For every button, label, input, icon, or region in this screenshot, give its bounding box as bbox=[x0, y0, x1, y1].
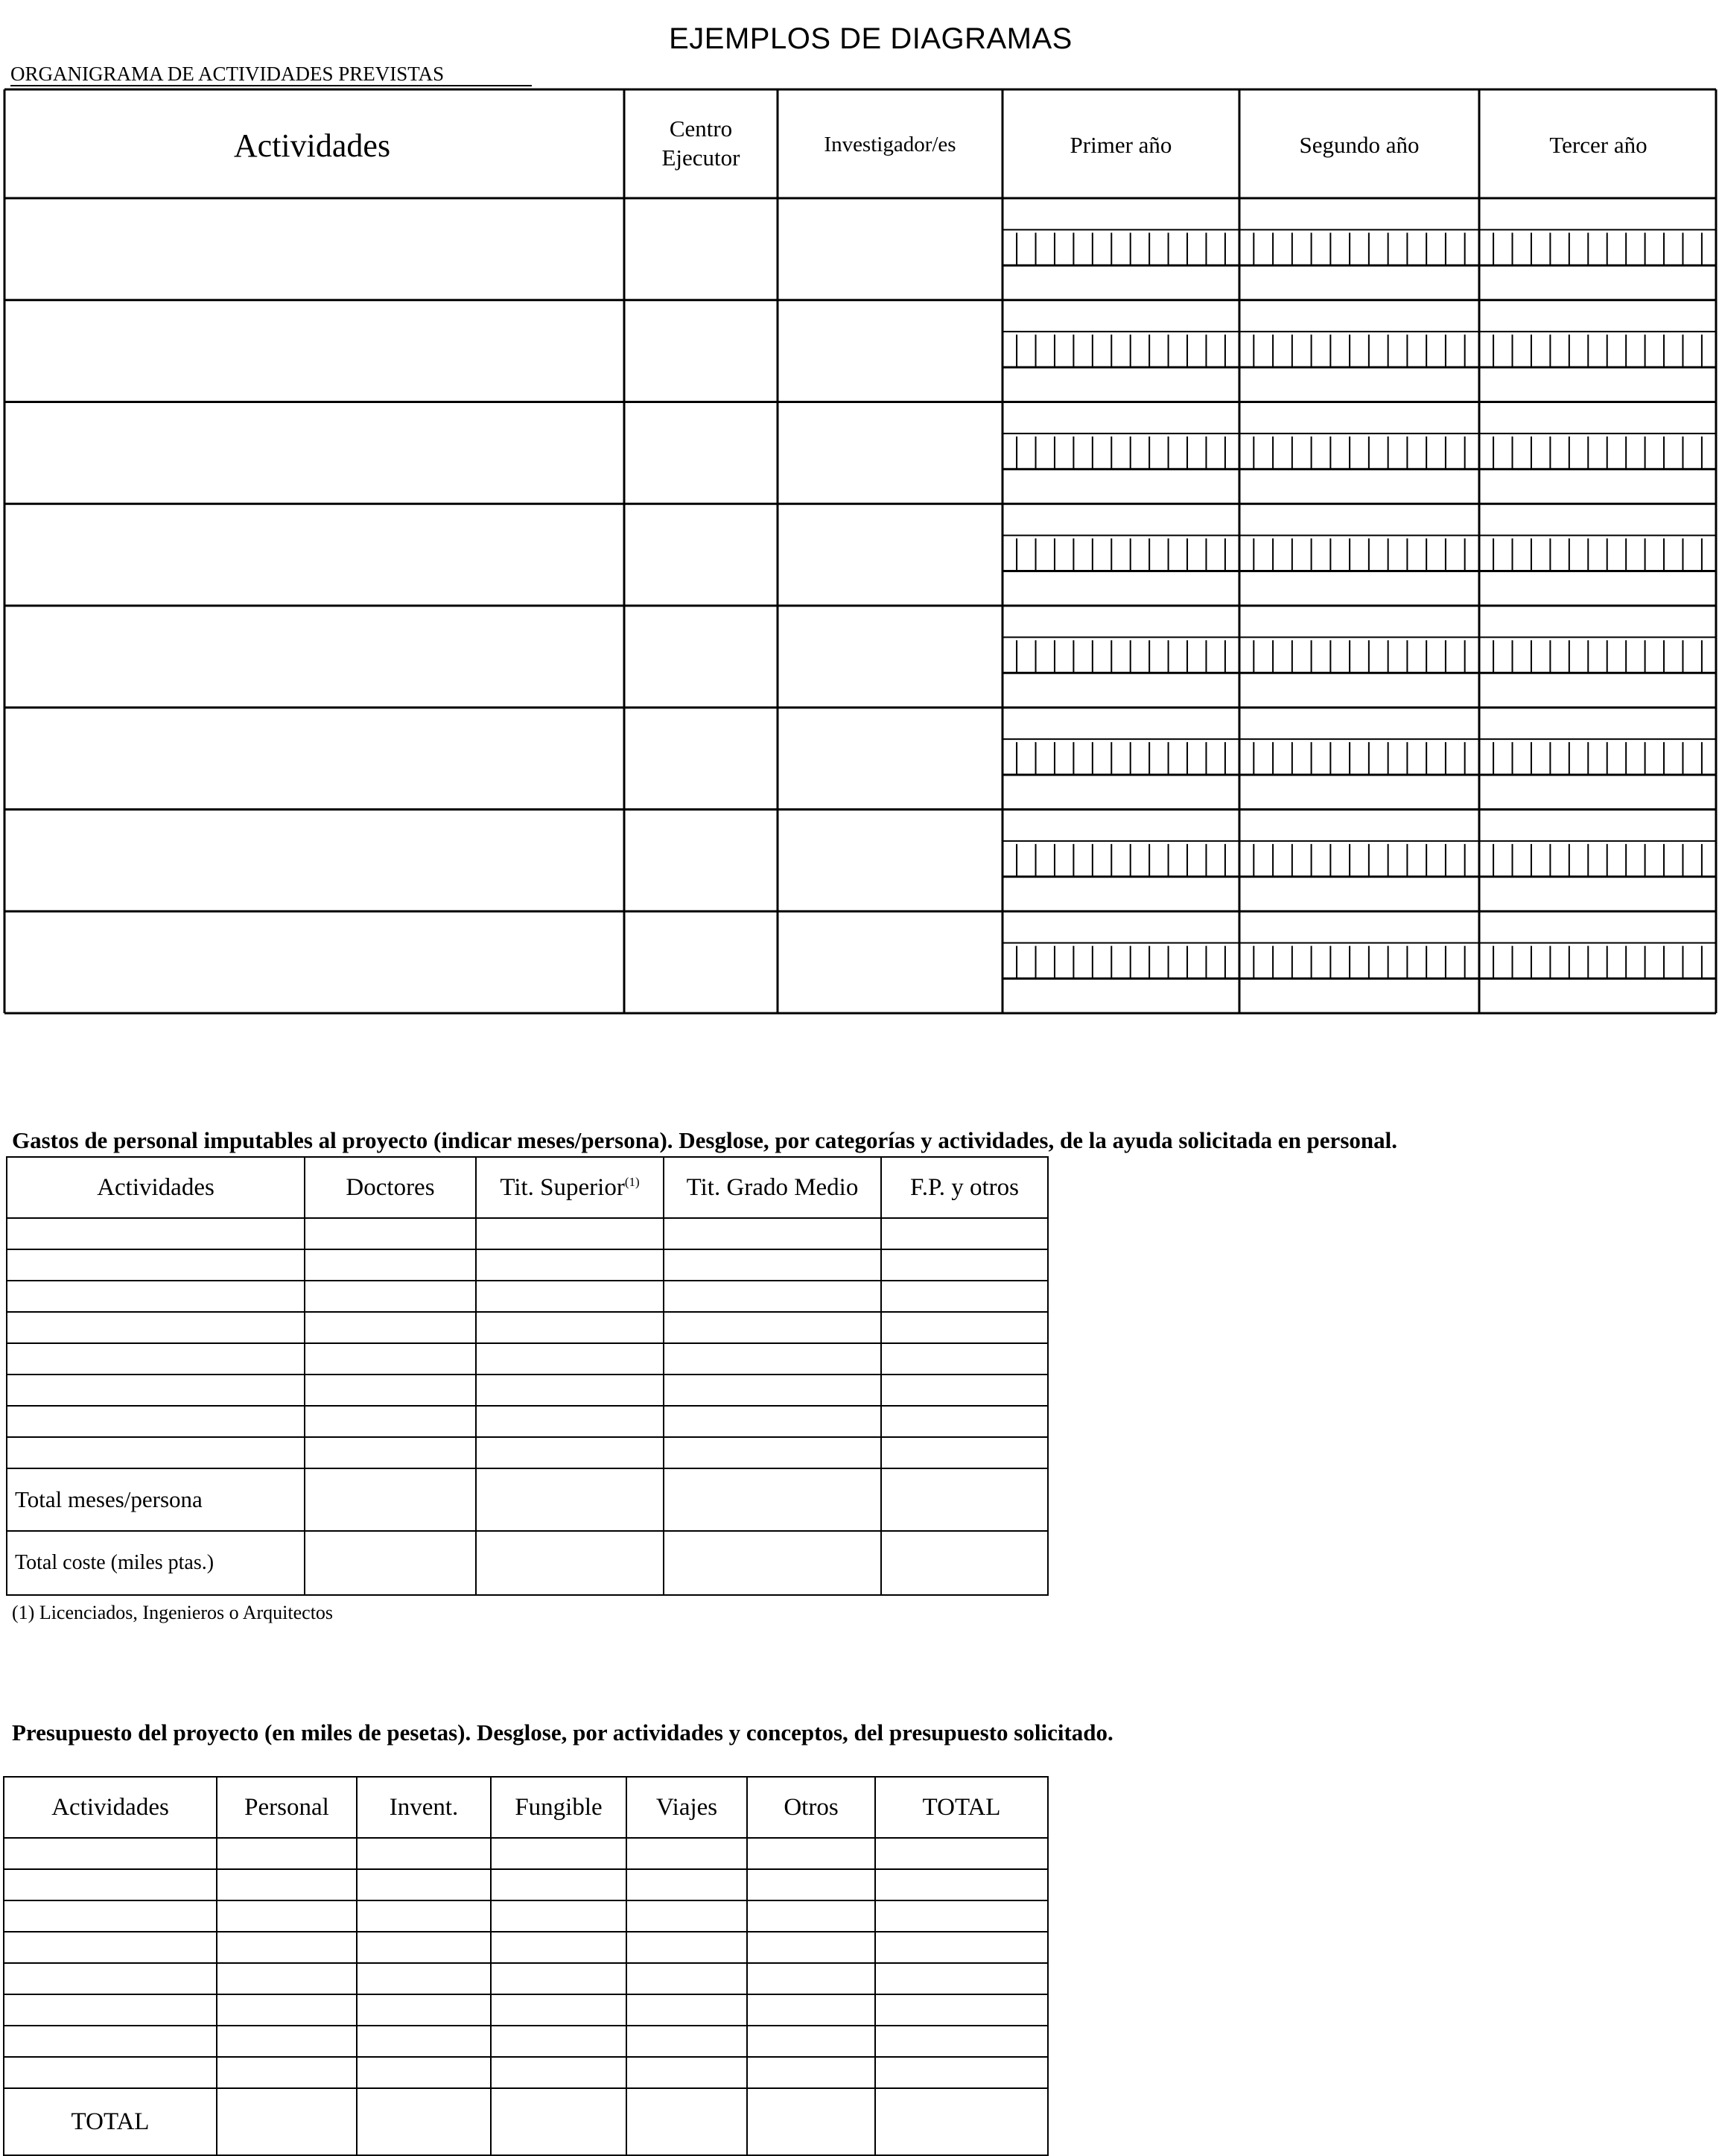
table-cell bbox=[664, 1249, 881, 1281]
table-cell bbox=[747, 1963, 875, 1994]
table-cell bbox=[7, 1249, 305, 1281]
table-total-row bbox=[7, 1531, 1048, 1595]
presupuesto-header-invent: Invent. bbox=[357, 1777, 491, 1838]
table-cell bbox=[217, 1932, 357, 1963]
table-cell bbox=[217, 1900, 357, 1932]
table-cell bbox=[491, 1963, 626, 1994]
table-cell bbox=[357, 1869, 491, 1900]
table-cell bbox=[4, 2057, 217, 2088]
table-cell bbox=[305, 1531, 476, 1595]
table-cell bbox=[476, 1281, 664, 1312]
table-cell bbox=[476, 1406, 664, 1437]
table-cell bbox=[476, 1375, 664, 1406]
table-cell bbox=[664, 1468, 881, 1531]
presupuesto-table-body bbox=[4, 1838, 1048, 2155]
presupuesto-header-fungible: Fungible bbox=[491, 1777, 626, 1838]
table-cell bbox=[305, 1375, 476, 1406]
table-cell bbox=[747, 1932, 875, 1963]
org-header-actividades: Actividades bbox=[233, 127, 391, 164]
table-cell bbox=[875, 1994, 1048, 2026]
presupuesto-table bbox=[3, 1776, 1049, 2156]
table-cell bbox=[664, 1375, 881, 1406]
personal-header-footnote-mark: (1) bbox=[624, 1174, 640, 1189]
table-cell bbox=[626, 1994, 747, 2026]
table-row bbox=[4, 1838, 1048, 1869]
table-cell bbox=[476, 1343, 664, 1375]
table-cell bbox=[357, 2057, 491, 2088]
table-row bbox=[7, 1249, 1048, 1281]
table-cell bbox=[664, 1406, 881, 1437]
table-cell bbox=[305, 1406, 476, 1437]
table-cell bbox=[7, 1218, 305, 1249]
table-row bbox=[7, 1218, 1048, 1249]
table-cell bbox=[217, 1963, 357, 1994]
table-cell bbox=[7, 1343, 305, 1375]
table-cell bbox=[747, 2088, 875, 2155]
personal-header-doctores: Doctores bbox=[305, 1157, 476, 1218]
table-row bbox=[7, 1406, 1048, 1437]
table-cell bbox=[747, 1869, 875, 1900]
table-cell bbox=[626, 1900, 747, 1932]
table-cell bbox=[7, 1312, 305, 1343]
table-cell bbox=[476, 1531, 664, 1595]
table-cell bbox=[7, 1406, 305, 1437]
table-cell bbox=[217, 2088, 357, 2155]
personal-total-coste-label: Total coste (miles ptas.) bbox=[7, 1531, 305, 1595]
org-header-tercer-ano: Tercer año bbox=[1549, 132, 1647, 158]
table-cell bbox=[881, 1218, 1048, 1249]
table-cell bbox=[875, 1869, 1048, 1900]
table-cell bbox=[357, 1963, 491, 1994]
table-cell bbox=[357, 1900, 491, 1932]
table-cell bbox=[747, 2026, 875, 2057]
presupuesto-header-row bbox=[4, 1777, 1048, 1838]
table-cell bbox=[875, 1838, 1048, 1869]
presupuesto-header-personal: Personal bbox=[217, 1777, 357, 1838]
table-cell bbox=[626, 2057, 747, 2088]
table-cell bbox=[305, 1468, 476, 1531]
table-cell bbox=[476, 1312, 664, 1343]
table-row bbox=[4, 1869, 1048, 1900]
table-cell bbox=[881, 1531, 1048, 1595]
table-cell bbox=[357, 1994, 491, 2026]
table-row bbox=[7, 1343, 1048, 1375]
organigrama-label: ORGANIGRAMA DE ACTIVIDADES PREVISTAS bbox=[10, 63, 445, 85]
table-cell bbox=[664, 1281, 881, 1312]
table-cell bbox=[626, 1838, 747, 1869]
table-cell bbox=[747, 1900, 875, 1932]
table-row bbox=[4, 1994, 1048, 2026]
table-cell bbox=[491, 1994, 626, 2026]
table-cell bbox=[881, 1406, 1048, 1437]
table-cell bbox=[305, 1437, 476, 1468]
table-cell bbox=[217, 1994, 357, 2026]
table-cell bbox=[4, 1869, 217, 1900]
table-cell bbox=[491, 1869, 626, 1900]
table-cell bbox=[476, 1249, 664, 1281]
table-cell bbox=[664, 1343, 881, 1375]
table-cell bbox=[305, 1312, 476, 1343]
table-cell bbox=[881, 1281, 1048, 1312]
personal-table bbox=[6, 1156, 1049, 1596]
table-cell bbox=[357, 1838, 491, 1869]
table-row bbox=[4, 2057, 1048, 2088]
table-row bbox=[4, 2026, 1048, 2057]
table-cell bbox=[305, 1281, 476, 1312]
presupuesto-header-otros: Otros bbox=[747, 1777, 875, 1838]
presupuesto-total-label: TOTAL bbox=[4, 2088, 217, 2155]
table-cell bbox=[626, 2026, 747, 2057]
table-cell bbox=[664, 1531, 881, 1595]
personal-header-fp: F.P. y otros bbox=[881, 1157, 1048, 1218]
table-cell bbox=[217, 1869, 357, 1900]
table-cell bbox=[664, 1437, 881, 1468]
table-cell bbox=[217, 2057, 357, 2088]
personal-table-body bbox=[7, 1218, 1048, 1595]
table-cell bbox=[357, 1932, 491, 1963]
org-header-centro-ejecutor bbox=[624, 115, 778, 173]
org-header-primer-ano: Primer año bbox=[1070, 132, 1172, 158]
table-cell bbox=[305, 1218, 476, 1249]
table-cell bbox=[626, 2088, 747, 2155]
table-cell bbox=[476, 1437, 664, 1468]
table-row bbox=[7, 1437, 1048, 1468]
table-cell bbox=[875, 1963, 1048, 1994]
table-row bbox=[7, 1281, 1048, 1312]
personal-header-tit-medio: Tit. Grado Medio bbox=[664, 1157, 881, 1218]
table-cell bbox=[217, 1838, 357, 1869]
table-row bbox=[7, 1375, 1048, 1406]
presupuesto-header-actividades: Actividades bbox=[4, 1777, 217, 1838]
table-row bbox=[4, 1900, 1048, 1932]
table-cell bbox=[305, 1343, 476, 1375]
table-cell bbox=[7, 1375, 305, 1406]
table-cell bbox=[875, 1932, 1048, 1963]
personal-header-row bbox=[7, 1157, 1048, 1218]
table-cell bbox=[875, 2026, 1048, 2057]
table-cell bbox=[491, 2088, 626, 2155]
personal-header-tit-superior-label: Tit. Superior bbox=[500, 1173, 625, 1201]
table-cell bbox=[305, 1249, 476, 1281]
table-cell bbox=[881, 1249, 1048, 1281]
presupuesto-header-total: TOTAL bbox=[875, 1777, 1048, 1838]
table-cell bbox=[4, 2026, 217, 2057]
table-cell bbox=[747, 2057, 875, 2088]
table-cell bbox=[476, 1468, 664, 1531]
personal-footnote: (1) Licenciados, Ingenieros o Arquitectos bbox=[12, 1602, 334, 1623]
table-cell bbox=[626, 1932, 747, 1963]
org-header-centro-line1: Centro bbox=[669, 115, 733, 142]
org-header-investigador: Investigador/es bbox=[824, 133, 956, 156]
table-cell bbox=[491, 2057, 626, 2088]
table-cell bbox=[626, 1869, 747, 1900]
table-cell bbox=[357, 2088, 491, 2155]
org-header-segundo-ano: Segundo año bbox=[1299, 132, 1420, 158]
table-cell bbox=[491, 2026, 626, 2057]
table-cell bbox=[4, 1838, 217, 1869]
table-total-row bbox=[7, 1468, 1048, 1531]
table-cell bbox=[491, 1838, 626, 1869]
personal-header-tit-superior bbox=[476, 1157, 664, 1218]
table-cell bbox=[4, 1900, 217, 1932]
table-cell bbox=[881, 1468, 1048, 1531]
table-row bbox=[4, 1932, 1048, 1963]
page-title: EJEMPLOS DE DIAGRAMAS bbox=[669, 22, 1073, 55]
table-cell bbox=[491, 1900, 626, 1932]
table-row bbox=[4, 1963, 1048, 1994]
personal-total-meses-label: Total meses/persona bbox=[7, 1468, 305, 1531]
table-cell bbox=[881, 1312, 1048, 1343]
presupuesto-section-title: Presupuesto del proyecto (en miles de pesetas). Desglose, por actividades y conceptos, del presupuesto solicitado. bbox=[12, 1719, 1113, 1746]
table-cell bbox=[875, 2057, 1048, 2088]
table-row bbox=[7, 1312, 1048, 1343]
presupuesto-header-viajes: Viajes bbox=[626, 1777, 747, 1838]
table-cell bbox=[747, 1994, 875, 2026]
table-cell bbox=[881, 1343, 1048, 1375]
table-cell bbox=[747, 1838, 875, 1869]
table-cell bbox=[217, 2026, 357, 2057]
table-total-row bbox=[4, 2088, 1048, 2155]
table-cell bbox=[4, 1963, 217, 1994]
table-cell bbox=[881, 1437, 1048, 1468]
table-cell bbox=[664, 1312, 881, 1343]
table-cell bbox=[664, 1218, 881, 1249]
personal-section-title: Gastos de personal imputables al proyecto (indicar meses/persona). Desglose, por categorías y actividades, de la ayuda solicitada en personal. bbox=[12, 1127, 1397, 1153]
table-cell bbox=[626, 1963, 747, 1994]
table-cell bbox=[7, 1281, 305, 1312]
table-cell bbox=[476, 1218, 664, 1249]
org-header-centro-line2: Ejecutor bbox=[661, 144, 740, 171]
table-cell bbox=[4, 1994, 217, 2026]
table-cell bbox=[7, 1437, 305, 1468]
personal-header-actividades: Actividades bbox=[7, 1157, 305, 1218]
table-cell bbox=[4, 1932, 217, 1963]
table-cell bbox=[875, 2088, 1048, 2155]
table-cell bbox=[881, 1375, 1048, 1406]
table-cell bbox=[357, 2026, 491, 2057]
table-cell bbox=[875, 1900, 1048, 1932]
table-cell bbox=[491, 1932, 626, 1963]
